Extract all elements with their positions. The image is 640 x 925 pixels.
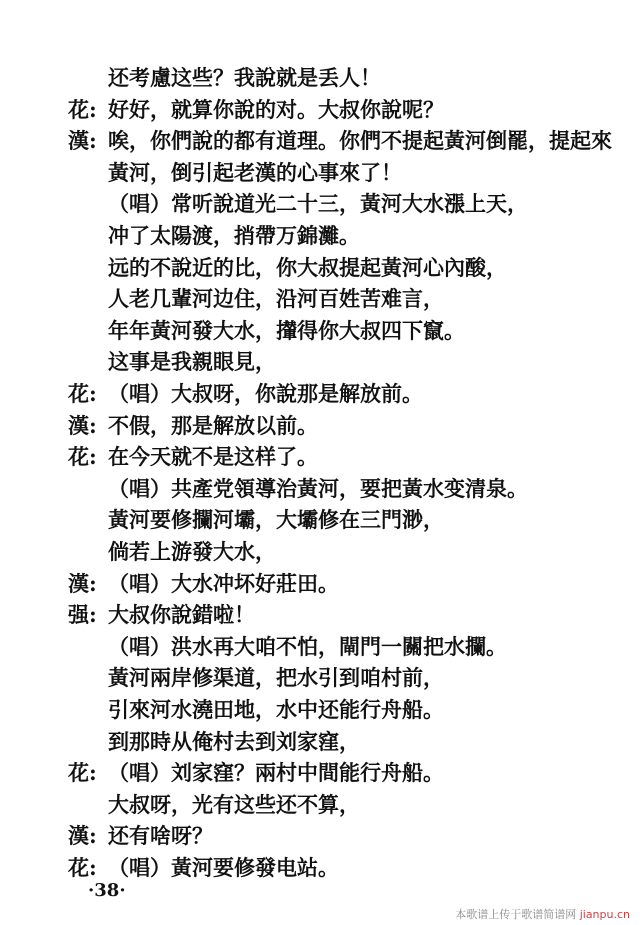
script-line <box>0 346 640 378</box>
speaker-label: 花: <box>68 760 97 786</box>
dialogue-text: （唱）共產党領導治黃河，要把黃水变清泉。 <box>108 475 528 501</box>
dialogue-text: 唉，你們說的都有道理。你們不提起黃河倒罷，提起來 <box>108 128 612 154</box>
speaker-label: 漢: <box>68 128 97 154</box>
dialogue-text: 冲了太陽渡，捎帶万錦灘。 <box>108 223 360 248</box>
dialogue-text: （唱）大水冲坏好莊田。 <box>108 570 339 596</box>
script-line <box>0 125 640 157</box>
script-line <box>0 726 640 758</box>
script-line <box>0 536 640 568</box>
script-line <box>0 62 640 94</box>
script-line <box>0 252 640 284</box>
speaker-label: 花: <box>68 381 97 406</box>
script-line <box>0 157 640 189</box>
dialogue-text: 大叔呀，光有这些还不算， <box>108 791 360 817</box>
watermark-url: jianpu.cn <box>579 908 630 921</box>
dialogue-text: 不假，那是解放以前。 <box>108 412 318 438</box>
script-line <box>0 188 640 220</box>
speaker-label: 漢: <box>68 412 97 438</box>
script-line <box>0 694 640 726</box>
script-line <box>0 220 640 252</box>
script-line <box>0 94 640 126</box>
dialogue-text: 人老几輩河边住，沿河百姓苦难言， <box>108 286 444 312</box>
script-line <box>0 820 640 852</box>
dialogue-text: 到那時从俺村去到刘家窪， <box>108 728 360 754</box>
dialogue-text: 黃河要修攔河壩，大壩修在三門渺， <box>108 507 444 533</box>
dialogue-text: 倘若上游發大水， <box>108 539 276 564</box>
dialogue-text: 在今天就不是这样了。 <box>108 444 318 470</box>
speaker-label: 强: <box>68 602 97 628</box>
script-line <box>0 315 640 347</box>
dialogue-text: 好好，就算你說的对。大叔你說呢？ <box>108 96 444 122</box>
speaker-label: 花: <box>68 444 97 470</box>
dialogue-text: 还考慮这些？我說就是丢人！ <box>108 65 381 90</box>
dialogue-text: 年年黃河發大水，攆得你大叔四下竄。 <box>108 317 465 343</box>
speaker-label: 花: <box>68 96 97 122</box>
script-line <box>0 504 640 536</box>
dialogue-text: 还有啥呀？ <box>108 823 213 849</box>
dialogue-text: 黃河，倒引起老漢的心事來了！ <box>108 159 402 185</box>
script-line <box>0 757 640 789</box>
script-line <box>0 283 640 315</box>
page-number: ·38· <box>88 880 126 901</box>
dialogue-text: 黃河兩岸修渠道，把水引到咱村前， <box>108 665 444 691</box>
script-line <box>0 473 640 505</box>
script-line <box>0 631 640 663</box>
script-line <box>0 662 640 694</box>
dialogue-text: 远的不說近的比，你大叔提起黃河心內酸， <box>108 254 507 280</box>
speaker-label: 漢: <box>68 570 97 596</box>
script-line <box>0 378 640 410</box>
dialogue-text: （唱）黃河要修發电站。 <box>108 855 339 880</box>
watermark-text: 本歌谱上传于歌谱简谱网 <box>455 908 577 921</box>
dialogue-text: （唱）大叔呀，你說那是解放前。 <box>108 381 423 406</box>
dialogue-text: （唱）洪水再大咱不怕，閘門一關把水攔。 <box>108 633 507 659</box>
script-line <box>0 410 640 442</box>
dialogue-text: 这事是我親眼見， <box>108 349 276 375</box>
script-line <box>0 568 640 600</box>
script-line <box>0 441 640 473</box>
dialogue-text: （唱）刘家窪？兩村中間能行舟船。 <box>108 760 444 786</box>
script-line <box>0 599 640 631</box>
watermark <box>455 906 630 922</box>
dialogue-text: 引來河水澆田地，水中还能行舟船。 <box>108 697 444 722</box>
dialogue-text: （唱）常听說道光二十三，黃河大水漲上天， <box>108 191 528 217</box>
script-line <box>0 789 640 821</box>
dialogue-text: 大叔你說錯啦！ <box>108 602 255 628</box>
speaker-label: 漢: <box>68 823 97 849</box>
speaker-label: 花: <box>68 855 97 880</box>
